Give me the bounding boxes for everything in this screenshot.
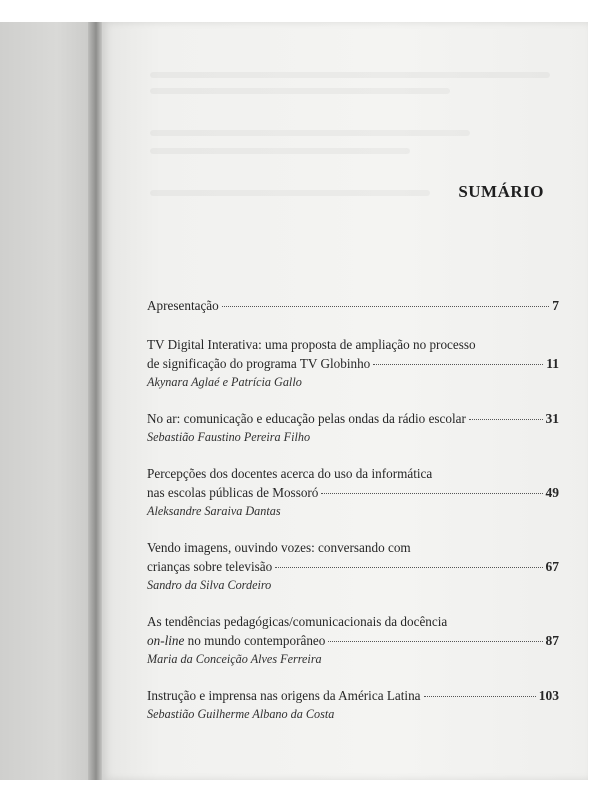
toc-line [147,631,559,650]
entry-title-rest: no mundo contemporâneo [184,633,326,648]
toc-line [147,464,559,483]
show-through-text [150,130,470,136]
toc-line [147,354,559,373]
dot-leader [275,567,542,568]
entry-title: Percepções dos docentes acerca do uso da informática [147,466,433,481]
show-through-text [150,190,430,196]
entry-title: crianças sobre televisão [147,559,273,574]
entry-title: No ar: comunicação e educação pelas ondas da rádio escolar [147,411,466,426]
toc-line [147,557,559,576]
entry-title: As tendências pedagógicas/comunicacionais da docência [147,614,448,629]
dot-leader [328,641,542,642]
toc-line [147,335,559,354]
dot-leader [373,364,543,365]
dot-leader [424,696,536,697]
entry-title: Apresentação [147,298,219,313]
page-number: 103 [538,688,559,703]
entry-author: Sandro da Silva Cordeiro [147,578,272,592]
entry-title: Instrução e imprensa nas origens da América Latina [147,688,421,703]
page-number: 67 [545,559,559,574]
entry-author: Aleksandre Saraiva Dantas [147,504,281,518]
entry-author: Sebastião Guilherme Albano da Costa [147,707,335,721]
table-of-contents [147,296,559,741]
left-page [0,22,95,780]
dot-leader [222,306,549,307]
toc-entry [147,686,559,723]
entry-title: TV Digital Interativa: uma proposta de ampliação no processo [147,337,476,352]
toc-entry [147,296,559,315]
page-title: SUMÁRIO [458,182,544,201]
toc-line [147,612,559,631]
show-through-text [150,148,410,154]
entry-title: nas escolas públicas de Mossoró [147,485,319,500]
toc-line [147,296,559,315]
entry-title: Vendo imagens, ouvindo vozes: conversando com [147,540,411,555]
page-number: 31 [545,411,559,426]
toc-line [147,686,559,705]
show-through-text [150,88,450,94]
entry-author: Akynara Aglaé e Patrícia Gallo [147,375,302,389]
toc-entry [147,538,559,594]
toc-line [147,483,559,502]
toc-entry [147,464,559,520]
toc-entry [147,409,559,446]
page-number: 49 [545,485,559,500]
show-through-text [150,72,550,78]
dot-leader [469,419,543,420]
entry-title-italic: on-line [147,633,185,648]
dot-leader [321,493,542,494]
page-number: 87 [545,633,559,648]
toc-line [147,409,559,428]
entry-title [147,631,325,650]
entry-author: Sebastião Faustino Pereira Filho [147,430,311,444]
entry-author: Maria da Conceição Alves Ferreira [147,652,322,666]
toc-entry [147,612,559,668]
toc-entry [147,335,559,391]
toc-line [147,538,559,557]
page-number: 11 [546,356,559,371]
entry-title: de significação do programa TV Globinho [147,356,371,371]
page-number: 7 [552,298,559,313]
